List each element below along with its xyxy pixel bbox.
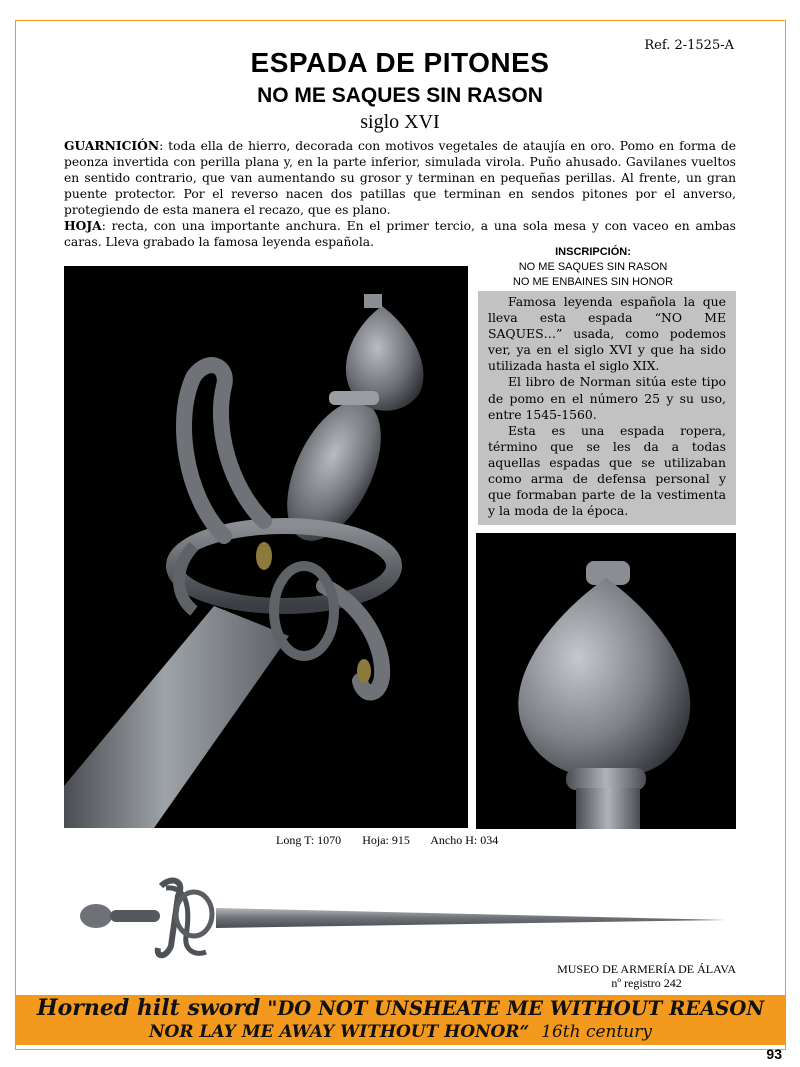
pommel-body [518,578,690,778]
gold-inlay [256,542,272,570]
note-paragraph: El libro de Norman sitúa este tipo de pomo en el número 25 y su uso, entre 1545-1560. [488,374,726,422]
pommel-button [364,294,382,308]
page-number: 93 [766,1046,782,1062]
dimensions [276,833,516,848]
full-grip [110,910,160,922]
inscription-heading: INSCRIPCIÓN: [555,246,631,258]
banner-line-1-rest: "DO NOT UNSHEATE ME WITHOUT REASON [260,997,765,1020]
guarnicion-paragraph [64,138,736,218]
museum-name: MUSEO DE ARMERÍA DE ÁLAVA [557,962,736,976]
inscription-line-1: NO ME SAQUES SIN RASON [518,261,668,273]
notes-box [478,291,736,525]
hilt-illustration [64,266,468,828]
century-label: siglo XVI [360,111,440,133]
upper-quillon [184,365,264,536]
ferrule-ring [329,391,379,405]
gold-inlay [357,659,371,683]
blade-shape [64,606,289,828]
pommel-illustration [476,533,736,829]
page-title: ESPADA DE PITONES [250,47,550,78]
full-sword-illustration [66,866,738,966]
hilt-photo [64,266,468,828]
note-paragraph: Esta es una espada ropera, término que se les da a todas aquellas espadas que se utilizaban como arma de defensa personal y que formaban parte de la vestimenta y la moda de la época. [488,422,726,519]
banner-line-2 [15,1021,786,1043]
hoja-label: HOJA [64,218,102,233]
museum-registro: nº registro 242 [611,976,682,990]
guard-ring [174,526,394,606]
pommel-neck [576,788,640,829]
note-paragraph: Famosa leyenda española la que lleva esta espada “NO ME SAQUES…” usada, como podemos ver, ya en el siglo XVI y que ha sido utilizada hasta el siglo XIX. [488,294,726,374]
dim-blade: Hoja: 915 [362,833,410,847]
full-sword-photo [66,866,738,966]
pommel-collar [566,768,646,790]
banner-line-1 [15,995,786,1021]
full-ring [176,892,212,936]
banner-century: 16th century [541,1022,652,1042]
dim-length: Long T: 1070 [276,833,342,847]
inscription [478,245,708,290]
banner-title: Horned hilt sword [36,995,261,1021]
full-pommel [80,904,112,928]
hoja-text: : recta, con una importante anchura. En el primer tercio, a una sola mesa y con vaceo en ambas caras. Lleva grabado la famosa leyenda española. [64,219,736,249]
guarnicion-label: GUARNICIÓN [64,138,160,153]
dim-width: Ancho H: 034 [430,833,499,847]
guarnicion-text: : toda ella de hierro, decorada con motivos vegetales de ataujía en oro. Pomo en forma de peonza invertida con perilla plana y, en la parte inferior, simulada virola. Puño ahusado. Gavilanes vueltos en sentido contrario, que van aumentando su grosor y terminan en pequeñas perillas. Al frente, un gran puente protector. Por el reverso nacen dos patillas que terminan en sendos pitones por el anverso, protegiendo de esta manera el recazo, que es plano. [64,139,736,217]
inscription-line-2: NO ME ENBAINES SIN HONOR [512,276,674,288]
museum-credit [557,962,736,990]
reference-number: Ref. 2-1525-A [644,38,734,53]
english-banner [15,995,786,1045]
banner-line-2-text: NOR LAY ME AWAY WITHOUT HONOR“ [149,1022,530,1042]
full-blade [216,908,726,928]
page-subtitle: NO ME SAQUES SIN RASON [257,84,543,107]
description [64,138,736,250]
pommel-photo [476,533,736,829]
